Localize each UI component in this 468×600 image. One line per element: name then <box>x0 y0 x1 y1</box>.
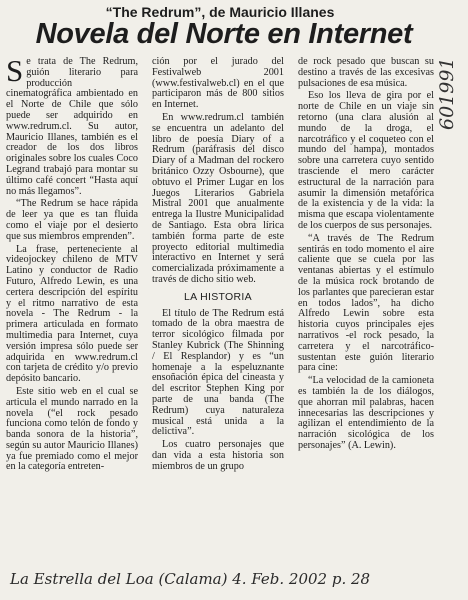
paragraph: El título de The Redrum está tomado de la obra maestra de terror sicológico filmada por Stanley Kubrick (The Shinning / El Resplandor) y es “un homenaje a la espeluznante ensoñación épica del cineasta y del escritor Stephen King por parte de una banda (The Redrum) cuya naturaleza musical está unida a la delictiva”. <box>152 307 284 438</box>
paragraph: “A través de The Redrum sentirás en todo momento el aire caliente que se cuela por las ventanas abiertas y el estímulo de la música rock brotando de los parlantes que parecieran estar en todos lados”, ha dicho Alfredo Lewin sobre esta historia cuyos principales ejes narrativos -el rock pesado, la carretera y el narcotráfico- sustentan este guión literario para cine: <box>298 232 434 374</box>
paragraph <box>6 53 138 197</box>
article-column-3 <box>298 57 434 454</box>
paragraph: Eso los lleva de gira por el norte de Chile en un viaje sin retorno (una clara alusión al mundo de la droga, el narcotráfico y el coqueteo con el mundo del hampa), montados sobre una carretera cuyo sentido trasciende el mero carácter estructural de la narración para asumir la dimensión metafórica de la existencia y de la vida: la misma que escapa violentamente de los cuerpos de sus personajes. <box>298 90 434 231</box>
paragraph: La frase, perteneciente al videojockey chileno de MTV Latino y conductor de Radio Futuro, Alfredo Lewin, es una certera descripción del espíritu y el ritmo narrativo de esta novela - The Redrum - la primera articulada en formato multimedia para Internet, cuya versión impresa sólo puede ser adquirida en www.redrum.cl con tarjeta de crédito y/o previo depósito bancario. <box>6 243 138 385</box>
paragraph: “The Redrum se hace rápida de leer ya que es tan fluida como el viaje por el desierto que sus miembros emprenden”. <box>6 198 138 242</box>
headline: Novela del Norte en Internet <box>35 18 413 50</box>
paragraph-text: e trata de The Redrum, guión literario para producción cinematográfica ambientado en el Norte de Chile que sólo puede ser adquirido en www.redrum.cl. Su autor, Mauricio Illanes, también es el creador de los dos libros originales sobre los cuales Coco Legrand trabajó para montar su último café concert “Hasta aquí no más llegamos”. <box>6 56 138 197</box>
handwritten-source-note: La Estrella del Loa (Calama) 4. Feb. 2002 p. 28 <box>10 570 371 588</box>
paragraph: Este sitio web en el cual se articula el mundo narrado en la novela (“el rock pesado funciona como telón de fondo y banda sonora de la historia”, según su autor Mauricio Illanes) ya fue premiado como el mejor en la categoría entreten- <box>6 385 138 473</box>
drop-cap: S <box>6 53 24 88</box>
paragraph: ción por el jurado del Festivalweb 2001 (www.festivalweb.cl) en el que participaron más de 800 sitios en Internet. <box>152 56 284 111</box>
paragraph: Los cuatro personajes que dan vida a esta historia son miembros de un grupo <box>152 439 284 472</box>
article-column-1 <box>6 53 138 475</box>
paragraph: de rock pesado que buscan su destino a través de las excesivas pulsaciones de esa música. <box>298 56 434 89</box>
article-column-2 <box>152 57 284 474</box>
paragraph: En www.redrum.cl también se encuentra un adelanto del libro de poesía Diary of a Redrum (paráfrasis del disco Diary of a Madman del rockero británico Ozzy Osbourne), que obtuvo el Primer Lugar en los Juegos Literarios Gabriela Mistral 2001 que anualmente entrega la Ilustre Municipalidad de Santiago. Esta obra lírica también forma parte de este proyecto editorial multimedia interactivo en Internet y será comercializada próximamente a través de dicho sitio web. <box>152 111 284 285</box>
side-handwritten-number: 601991 <box>436 57 458 130</box>
kicker: “The Redrum”, de Mauricio Illanes <box>105 4 335 20</box>
section-subhead: LA HISTORIA <box>184 290 252 303</box>
paragraph: “La velocidad de la camioneta es también la de los diálogos, que ahorran mil palabras, hacen innecesarias las descripciones y agilizan el entendimiento de la narración sicológica de los personajes” (A. Lewin). <box>298 375 434 451</box>
